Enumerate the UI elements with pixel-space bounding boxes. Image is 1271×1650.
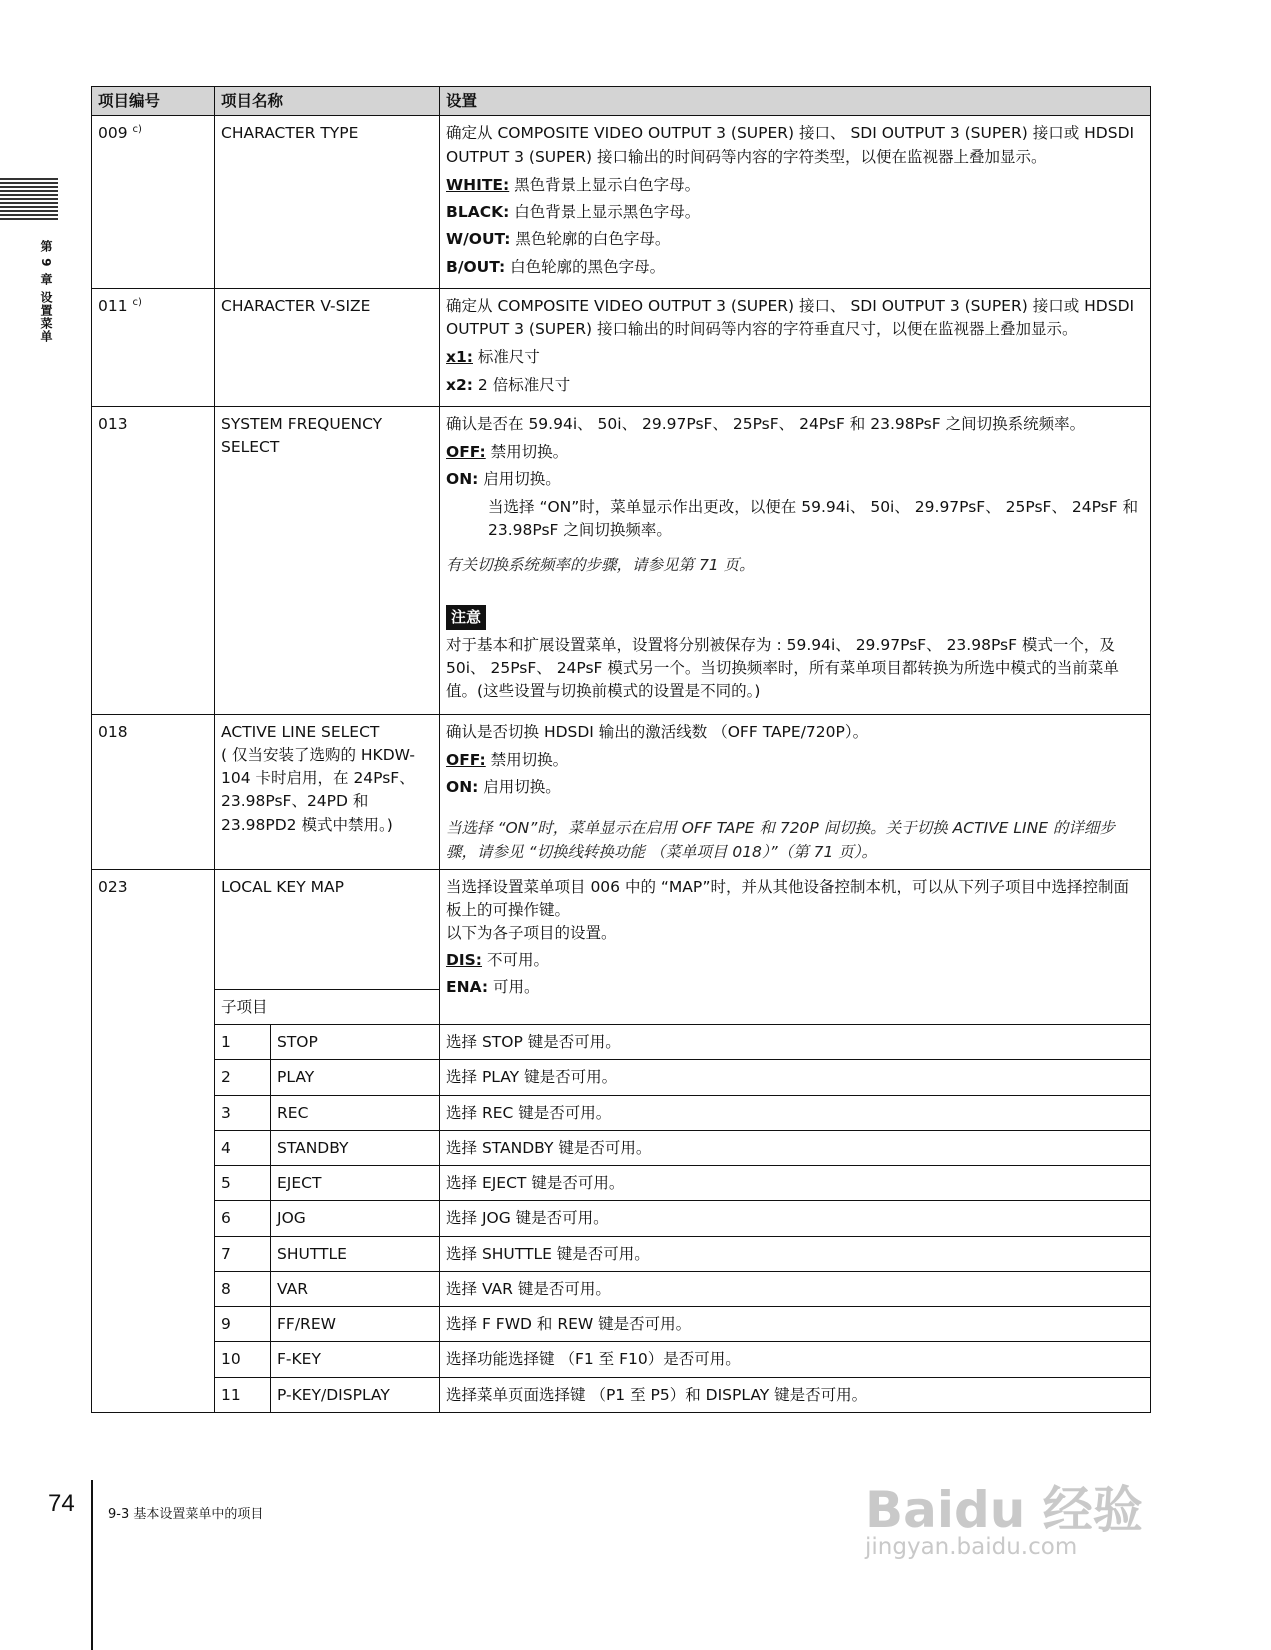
table-row: 7 SHUTTLE 选择 SHUTTLE 键是否可用。: [92, 1236, 1151, 1271]
page-reference: 当选择 “ON”时，菜单显示在启用 OFF TAPE 和 720P 间切换。关于切换 ACTIVE LINE 的详细步骤，请参见 “切换线转换功能 （菜单项目 018）”（第 71 页）。: [446, 819, 1115, 861]
item-no: 013: [92, 406, 215, 714]
table-row: [92, 116, 1151, 289]
item-name-note: ( 仅当安装了选购的 HKDW-104 卡时启用，在 24PsF、23.98PsF、24PD 和 23.98PD2 模式中禁用。): [221, 745, 415, 834]
item-no: 011 $^{c)}$: [92, 288, 215, 406]
item-name: LOCAL KEY MAP: [215, 869, 440, 989]
table-row: 11 P-KEY/DISPLAY 选择菜单页面选择键 （P1 至 P5）和 DISPLAY 键是否可用。: [92, 1377, 1151, 1412]
item-name: ACTIVE LINE SELECT ( 仅当安装了选购的 HKDW-104 卡时启用，在 24PsF、23.98PsF、24PD 和 23.98PD2 模式中禁用。): [215, 714, 440, 869]
table-row: [92, 288, 1151, 406]
item-no: 009 $^{c)}$: [92, 116, 215, 289]
settings-table: [91, 86, 1151, 1413]
sub-header: 子项目: [215, 989, 440, 1024]
watermark-logo: Baidu 经验: [865, 1481, 1143, 1539]
table-row: 3 REC 选择 REC 键是否可用。: [92, 1095, 1151, 1130]
chapter-marker: [0, 178, 58, 230]
item-setting: 确定从 COMPOSITE VIDEO OUTPUT 3 (SUPER) 接口、 SDI OUTPUT 3 (SUPER) 接口或 HDSDI OUTPUT 3 (SUPER) 接口输出的时间码等内容的字符类型，以便在监视器上叠加显示。 WHITE: 黑色背景上显示白色字母。 BLACK: 白色背景上显示黑色字母。 W/OUT: 黑色轮廓的白色字母。 B/OUT: 白色轮廓的黑色字母。: [440, 116, 1151, 289]
table-row: [92, 714, 1151, 869]
page-reference: 有关切换系统频率的步骤，请参见第 71 页。: [446, 556, 755, 574]
note-text: 对于基本和扩展设置菜单，设置将分别被保存为 : 59.94i、 29.97PsF、 23.98PsF 模式一个，及 50i、 25PsF、 24PsF 模式另一个。当切换频率时，所有菜单项目都转换为所选中模式的当前菜单值。(这些设置与切换前模式的设置是不同的。): [446, 635, 1119, 701]
table-row: [92, 869, 1151, 989]
table-row: 9 FF/REW 选择 F FWD 和 REW 键是否可用。: [92, 1307, 1151, 1342]
item-name: CHARACTER V-SIZE: [215, 288, 440, 406]
item-no: 023: [92, 869, 215, 1412]
page-number: 74: [48, 1490, 75, 1517]
table-row: 1 STOP 选择 STOP 键是否可用。: [92, 1025, 1151, 1060]
chapter-tab: 第 9 章 设置菜单: [39, 240, 53, 343]
watermark-url: jingyan.baidu.com: [865, 1534, 1078, 1560]
item-name: SYSTEM FREQUENCY SELECT: [215, 406, 440, 714]
footer-divider: [91, 1480, 93, 1650]
watermark: [865, 1470, 1165, 1570]
table-header: [92, 87, 1151, 116]
header-setting: 设置: [440, 87, 1151, 116]
item-setting: 确认是否切换 HDSDI 输出的激活线数 （OFF TAPE/720P）。 OFF: 禁用切换。 ON: 启用切换。 当选择 “ON”时，菜单显示在启用 OFF TAPE 和 720P 间切换。关于切换 ACTIVE LINE 的详细步骤，请参见 “切换线转换功能 （菜单项目 018）”（第 71 页）。: [440, 714, 1151, 869]
item-name: CHARACTER TYPE: [215, 116, 440, 289]
table-row: 5 EJECT 选择 EJECT 键是否可用。: [92, 1166, 1151, 1201]
header-item-name: 项目名称: [215, 87, 440, 116]
item-setting: 确认是否在 59.94i、 50i、 29.97PsF、 25PsF、 24PsF 和 23.98PsF 之间切换系统频率。 OFF: 禁用切换。 ON: 启用切换。 当选择 “ON”时，菜单显示作出更改，以便在 59.94i、 50i、 29.97PsF、 25PsF、 24PsF 和 23.98PsF 之间切换频率。 有关切换系统频率的步骤，请参见第 71 页。 注意 对于基本和扩展设置菜单，设置将分别被保存为 : 59.94i、 29.97PsF、 23.98PsF 模式一个，及 50i、 25PsF、 24PsF 模式另一个。当切换频率时，所有菜单项目都转换为所选中模式的当前菜单值。(这些设置与切换前模式的设置是不同的。): [440, 406, 1151, 714]
header-item-no: 项目编号: [92, 87, 215, 116]
table-row: [92, 406, 1151, 714]
table-row: 10 F-KEY 选择功能选择键 （F1 至 F10）是否可用。: [92, 1342, 1151, 1377]
item-no: 018: [92, 714, 215, 869]
note-label: 注意: [446, 605, 486, 630]
table-row: 8 VAR 选择 VAR 键是否可用。: [92, 1271, 1151, 1306]
footer-section: 9-3 基本设置菜单中的项目: [108, 1507, 264, 1522]
table-row: 6 JOG 选择 JOG 键是否可用。: [92, 1201, 1151, 1236]
table-row: 4 STANDBY 选择 STANDBY 键是否可用。: [92, 1130, 1151, 1165]
item-setting: 确定从 COMPOSITE VIDEO OUTPUT 3 (SUPER) 接口、 SDI OUTPUT 3 (SUPER) 接口或 HDSDI OUTPUT 3 (SUPER) 接口输出的时间码等内容的字符垂直尺寸，以便在监视器上叠加显示。 x1: 标准尺寸 x2: 2 倍标准尺寸: [440, 288, 1151, 406]
table-row: 2 PLAY 选择 PLAY 键是否可用。: [92, 1060, 1151, 1095]
item-setting: 当选择设置菜单项目 006 中的 “MAP”时，并从其他设备控制本机，可以从下列子项目中选择控制面板上的可操作键。 以下为各子项目的设置。 DIS: 不可用。 ENA: 可用。: [440, 869, 1151, 1024]
